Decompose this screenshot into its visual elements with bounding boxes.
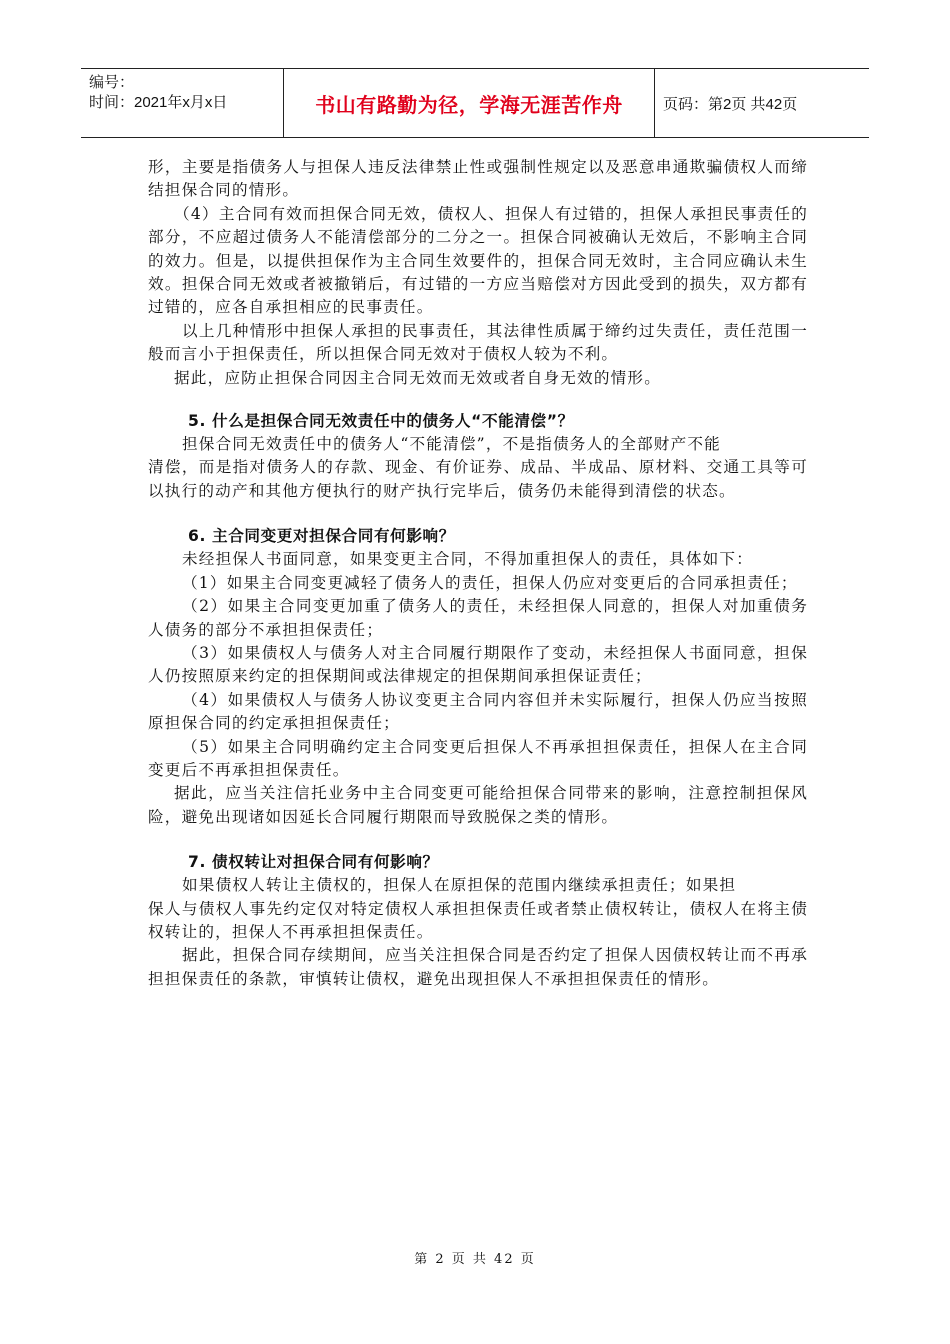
- header-motto-cell: [284, 69, 655, 137]
- paragraph: 清偿，而是指对债务人的存款、现金、有价证券、成品、半成品、原材料、交通工具等可以执行的动产和其他方便执行的财产执行完毕后，债务仍未能得到清偿的状态。: [148, 458, 808, 500]
- paragraph: 未经担保人书面同意，如果变更主合同，不得加重担保人的责任，具体如下：: [182, 550, 753, 569]
- header-page-info: 页码：第2页 共42页: [663, 95, 798, 113]
- header-table: [81, 68, 869, 138]
- header-meta: [81, 69, 284, 137]
- list-item: （2）如果主合同变更加重了债务人的责任，未经担保人同意的，担保人对加重债务人债务的部分不承担担保责任；: [148, 597, 808, 639]
- paragraph: 据此，应当关注信托业务中主合同变更可能给担保合同带来的影响，注意控制担保风险，避免出现诸如因延长合同履行期限而导致脱保之类的情形。: [148, 784, 808, 826]
- list-item: （5）如果主合同明确约定主合同变更后担保人不再承担担保责任，担保人在主合同变更后不再承担担保责任。: [148, 737, 808, 779]
- paragraph: 如果债权人转让主债权的，担保人在原担保的范围内继续承担责任；如果担: [182, 876, 737, 895]
- time-label: 时间：2021年x月x日: [89, 94, 228, 111]
- document-body: [148, 156, 808, 991]
- paragraph: 以上几种情形中担保人承担的民事责任，其法律性质属于缔约过失责任，责任范围一般而言小于担保责任，所以担保合同无效对于债权人较为不利。: [148, 321, 808, 364]
- paragraph: 据此，应防止担保合同因主合同无效而无效或者自身无效的情形。: [174, 368, 662, 387]
- paragraph: 担保合同无效责任中的债务人“不能清偿”，不是指债务人的全部财产不能: [182, 435, 721, 454]
- list-item: （3）如果债权人与债务人对主合同履行期限作了变动，未经担保人书面同意，担保人仍按照原来约定的担保期间或法律规定的担保期间承担保证责任；: [148, 643, 808, 686]
- paragraph: 据此，担保合同存续期间，应当关注担保合同是否约定了担保人因债权转让而不再承担担保责任的条款，审慎转让债权，避免出现担保人不承担担保责任的情形。: [148, 946, 808, 988]
- list-item: （4）如果债权人与债务人协议变更主合同内容但并未实际履行，担保人仍应当按照原担保合同的约定承担担保责任；: [148, 690, 808, 733]
- section-heading-5: 5. 什么是担保合同无效责任中的债务人“不能清偿”？: [188, 412, 574, 431]
- header-motto: 书山有路勤为径，学海无涯苦作舟: [315, 92, 623, 117]
- section-heading-6: 6. 主合同变更对担保合同有何影响？: [188, 527, 455, 546]
- list-item: （1）如果主合同变更减轻了债务人的责任，担保人仍应对变更后的合同承担责任；: [182, 573, 798, 592]
- section-heading-7: 7. 债权转让对担保合同有何影响？: [188, 853, 439, 872]
- paragraph: （4）主合同有效而担保合同无效，债权人、担保人有过错的，担保人承担民事责任的部分，不应超过债务人不能清偿部分的二分之一。担保合同被确认无效后，不影响主合同的效力。但是，以提供担保作为主合同生效要件的，担保合同无效时，主合同应确认未生效。担保合同无效或者被撤销后，有过错的一方应当赔偿对方因此受到的损失，双方都有过错的，应各自承担相应的民事责任。: [148, 204, 808, 317]
- paragraph: 形，主要是指债务人与担保人违反法律禁止性或强制性规定以及恶意串通欺骗债权人而缔结担保合同的情形。: [148, 158, 808, 200]
- page-footer: 第 2 页 共 42 页: [414, 1252, 536, 1267]
- number-label: 编号：: [89, 74, 135, 91]
- paragraph: 保人与债权人事先约定仅对特定债权人承担担保责任或者禁止债权转让，债权人在将主债权转让的，担保人不再承担担保责任。: [148, 899, 808, 941]
